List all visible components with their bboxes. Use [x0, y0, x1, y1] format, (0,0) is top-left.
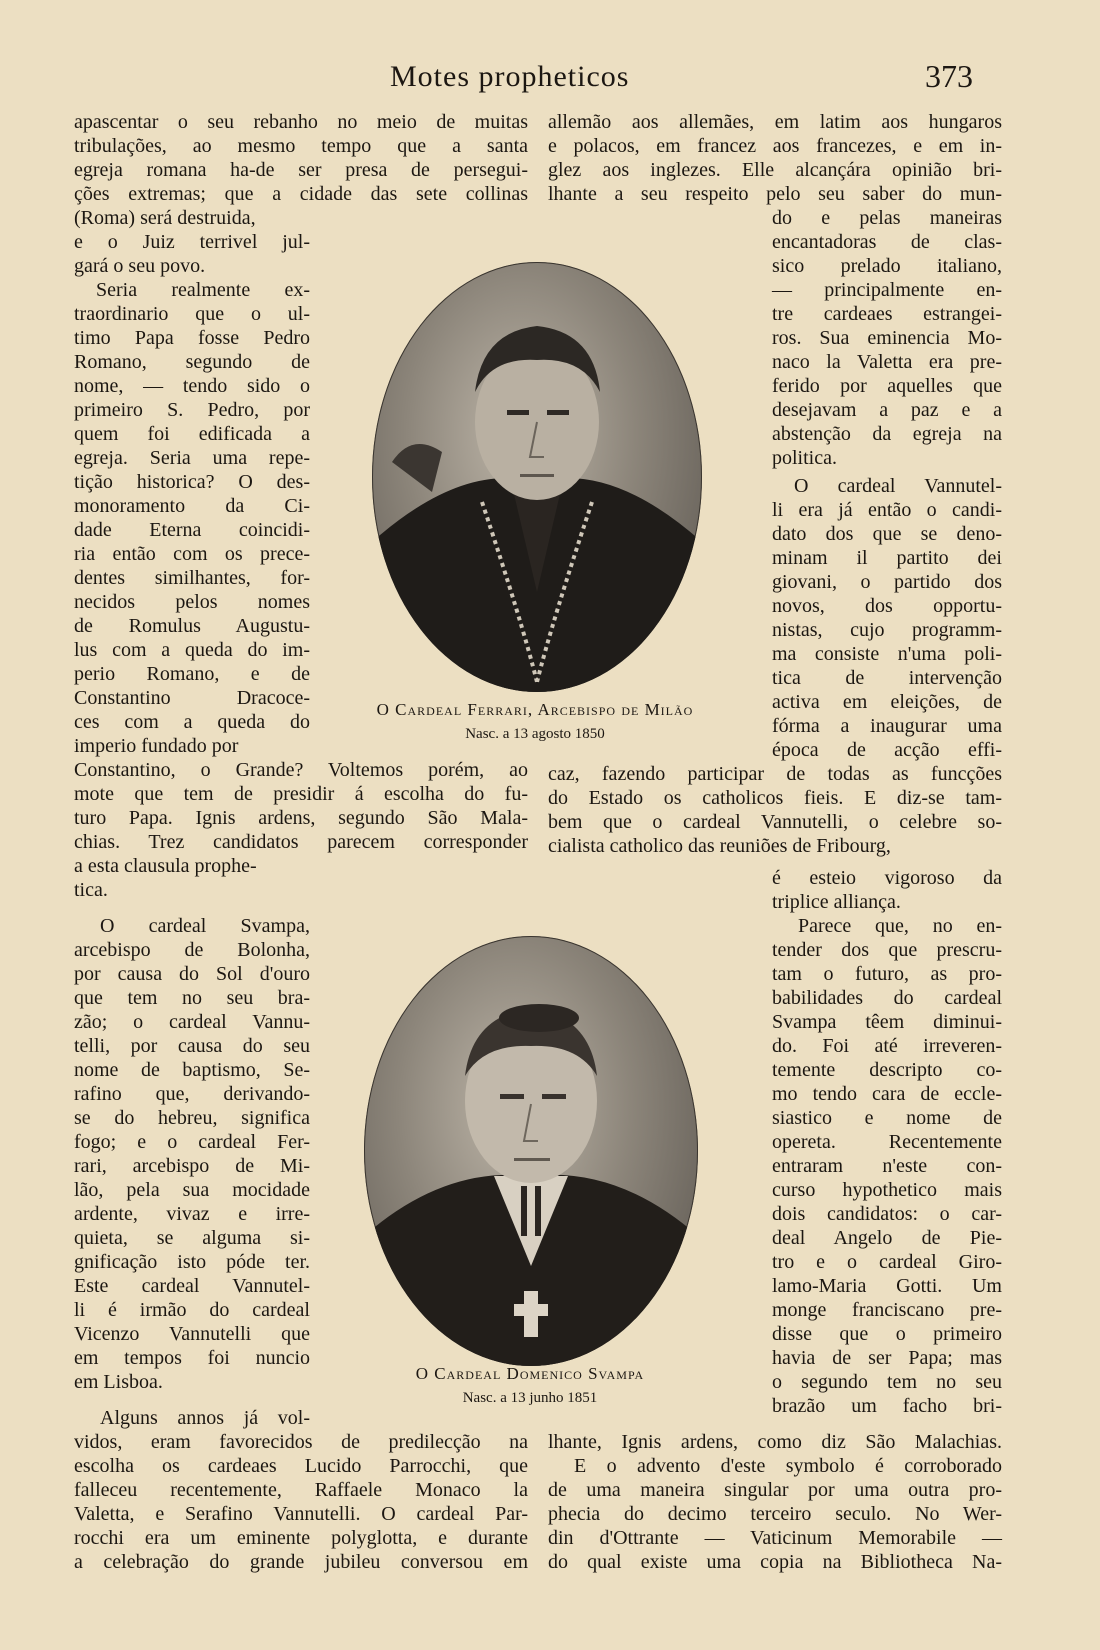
text-line: de uma maneira singular por uma outra pro-: [548, 1479, 1002, 1501]
text-line: zão; o cardeal Vannu-: [74, 1011, 310, 1033]
text-line: timo Papa fosse Pedro: [74, 327, 310, 349]
text-line: Este cardeal Vannutel-: [74, 1275, 310, 1297]
text-line: época de acção effi-: [772, 739, 1002, 761]
text-line: phecia do decimo terceiro seculo. No Wer-: [548, 1503, 1002, 1525]
text-line: curso hypothetico mais: [772, 1179, 1002, 1201]
text-line: de Romulus Augustu-: [74, 615, 310, 637]
text-line: e polacos, em francez aos francezes, e em in-: [548, 135, 1002, 157]
page-number: 373: [925, 58, 973, 94]
text-line: lamo-Maria Gotti. Um: [772, 1275, 1002, 1297]
text-line: primeiro S. Pedro, por: [74, 399, 310, 421]
text-line: do Estado os catholicos fieis. E diz-se tam-: [548, 787, 1002, 809]
text-line: a celebração do grande jubileu conversou em: [74, 1551, 528, 1573]
text-line: egreja. Seria uma repe-: [74, 447, 310, 469]
text-line: mote que tem de presidir á escolha do fu-: [74, 783, 528, 805]
text-line: novos, dos opportu-: [772, 595, 1002, 617]
text-line: Vicenzo Vannutelli que: [74, 1323, 310, 1345]
text-line: politica.: [772, 447, 837, 469]
text-line: lus com a queda do im-: [74, 639, 310, 661]
text-line: ma consiste n'uma poli-: [772, 643, 1002, 665]
text-line: tender dos que prescru-: [772, 939, 1002, 961]
text-line: tre cardeaes estrangei-: [772, 303, 1002, 325]
text-line: arcebispo de Bolonha,: [74, 939, 310, 961]
text-line: cialista catholico das reuniões de Fribourg,: [548, 835, 891, 857]
text-line: traordinario que o ul-: [74, 303, 310, 325]
text-line: ces com a queda do: [74, 711, 310, 733]
text-line: deal Angelo de Pie-: [772, 1227, 1002, 1249]
text-line: ardente, vivaz e irre-: [74, 1203, 310, 1225]
text-line: do e pelas maneiras: [772, 207, 1002, 229]
figure-birth-date: Nasc. a 13 agosto 1850: [465, 726, 605, 742]
text-line: egreja romana ha-de ser presa de persegui-: [74, 159, 528, 181]
text-line: encantadoras de clas-: [772, 231, 1002, 253]
page-title: Motes propheticos: [390, 60, 630, 93]
text-line: tam o futuro, as pro-: [772, 963, 1002, 985]
text-line: ria então com os prece-: [74, 543, 310, 565]
text-line: Constantino Dracoce-: [74, 687, 310, 709]
text-line: por causa do Sol d'ouro: [74, 963, 310, 985]
text-line: havia de ser Papa; mas: [772, 1347, 1002, 1369]
text-line: desejavam a paz e a: [772, 399, 1002, 421]
text-line: naco la Valetta era pre-: [772, 351, 1002, 373]
text-line: se do hebreu, significa: [74, 1107, 310, 1129]
portrait-svampa-engraving: [364, 936, 698, 1366]
text-line: gará o seu povo.: [74, 255, 206, 277]
text-line: glez aos inglezes. Elle alcançára opinião bri-: [548, 159, 1002, 181]
text-line: a esta clausula prophe-: [74, 855, 257, 877]
text-line: fórma a inaugurar uma: [772, 715, 1002, 737]
text-line: siastico e nome de: [772, 1107, 1002, 1129]
text-line: allemão aos allemães, em latim aos hungaros: [548, 111, 1002, 133]
text-line: em tempos foi nuncio: [74, 1347, 310, 1369]
text-line: e o Juiz terrivel jul-: [74, 231, 310, 253]
text-line: — principalmente en-: [772, 279, 1002, 301]
text-line: nistas, cujo programm-: [772, 619, 1002, 641]
text-line: ções extremas; que a cidade das sete collinas: [74, 183, 528, 205]
text-line: entraram n'este con-: [772, 1155, 1002, 1177]
text-line: Seria realmente ex-: [96, 279, 310, 301]
text-line: bem que o cardeal Vannutelli, o celebre so-: [548, 811, 1002, 833]
text-line: babilidades do cardeal: [772, 987, 1002, 1009]
text-line: tica.: [74, 879, 108, 901]
text-line: dato dos que se deno-: [772, 523, 1002, 545]
text-line: E o advento d'este symbolo é corroborado: [574, 1455, 1002, 1477]
text-line: apascentar o seu rebanho no meio de muitas: [74, 111, 528, 133]
portrait-svampa: [364, 936, 698, 1366]
text-line: disse que o primeiro: [772, 1323, 1002, 1345]
text-line: perio Romano, e de: [74, 663, 310, 685]
text-line: minam il partito dei: [772, 547, 1002, 569]
text-line: fogo; e o cardeal Fer-: [74, 1131, 310, 1153]
text-line: chias. Trez candidatos parecem corresponder: [74, 831, 528, 853]
text-line: falleceu recentemente, Raffaele Monaco la: [74, 1479, 528, 1501]
text-line: (Roma) será destruida,: [74, 207, 256, 229]
portrait-ferrari: [372, 262, 702, 692]
text-line: rari, arcebispo de Mi-: [74, 1155, 310, 1177]
text-line: caz, fazendo participar de todas as funcções: [548, 763, 1002, 785]
text-line: giovani, o partido dos: [772, 571, 1002, 593]
text-line: O cardeal Svampa,: [100, 915, 310, 937]
text-line: escolha os cardeaes Lucido Parrocchi, que: [74, 1455, 528, 1477]
text-line: tribulações, ao mesmo tempo que a santa: [74, 135, 528, 157]
text-line: Valetta, e Serafino Vannutelli. O cardeal Par-: [74, 1503, 528, 1525]
text-line: quieta, se alguma si-: [74, 1227, 310, 1249]
text-line: telli, por causa do seu: [74, 1035, 310, 1057]
text-line: necidos pelos nomes: [74, 591, 310, 613]
text-line: nome, — tendo sido o: [74, 375, 310, 397]
text-line: brazão um facho bri-: [772, 1395, 1002, 1417]
text-line: Alguns annos já vol-: [100, 1407, 310, 1429]
text-line: é esteio vigoroso da: [772, 867, 1002, 889]
text-line: nome de baptismo, Se-: [74, 1059, 310, 1081]
text-line: turo Papa. Ignis ardens, segundo São Mala-: [74, 807, 528, 829]
text-line: monge franciscano pre-: [772, 1299, 1002, 1321]
text-line: tro e o cardeal Giro-: [772, 1251, 1002, 1273]
text-line: opereta. Recentemente: [772, 1131, 1002, 1153]
text-line: rafino que, derivando-: [74, 1083, 310, 1105]
text-line: que tem no seu bra-: [74, 987, 310, 1009]
text-line: triplice alliança.: [772, 891, 901, 913]
text-line: quem foi edificada a: [74, 423, 310, 445]
text-line: dade Eterna coincidi-: [74, 519, 310, 541]
text-line: gnificação isto póde ter.: [74, 1251, 310, 1273]
portrait-ferrari-engraving: [372, 262, 702, 692]
figure-caption: O Cardeal Domenico Svampa: [415, 1364, 645, 1383]
text-line: temente descripto co-: [772, 1059, 1002, 1081]
text-line: li era já então o candi-: [772, 499, 1002, 521]
text-line: ferido por aquelles que: [772, 375, 1002, 397]
text-line: Svampa têem diminui-: [772, 1011, 1002, 1033]
text-line: tição historica? O des-: [74, 471, 310, 493]
text-line: do qual existe uma copia na Bibliotheca Na-: [548, 1551, 1002, 1573]
text-line: ros. Sua eminencia Mo-: [772, 327, 1002, 349]
text-line: Parece que, no en-: [798, 915, 1002, 937]
text-line: o segundo tem no seu: [772, 1371, 1002, 1393]
text-line: abstenção da egreja na: [772, 423, 1002, 445]
figure-caption: O Cardeal Ferrari, Arcebispo de Milão: [376, 700, 694, 719]
figure-birth-date: Nasc. a 13 junho 1851: [462, 1390, 598, 1406]
text-line: rocchi era um eminente polyglotta, e durante: [74, 1527, 528, 1549]
text-line: din d'Ottrante — Vaticinum Memorabile —: [548, 1527, 1002, 1549]
text-line: vidos, eram favorecidos de predilecção na: [74, 1431, 528, 1453]
text-line: lhante, Ignis ardens, como diz São Malachias.: [548, 1431, 1002, 1453]
text-line: imperio fundado por: [74, 735, 239, 757]
text-line: lão, pela sua mocidade: [74, 1179, 310, 1201]
text-line: tica de intervenção: [772, 667, 1002, 689]
text-line: do. Foi até irreveren-: [772, 1035, 1002, 1057]
text-line: dentes similhantes, for-: [74, 567, 310, 589]
text-line: monoramento da Ci-: [74, 495, 310, 517]
text-line: Constantino, o Grande? Voltemos porém, ao: [74, 759, 528, 781]
text-line: sico prelado italiano,: [772, 255, 1002, 277]
text-line: Romano, segundo de: [74, 351, 310, 373]
text-line: lhante a seu respeito pelo seu saber do mun-: [548, 183, 1002, 205]
text-line: O cardeal Vannutel-: [794, 475, 1002, 497]
text-line: activa em eleições, de: [772, 691, 1002, 713]
text-line: li é irmão do cardeal: [74, 1299, 310, 1321]
text-line: mo tendo cara de eccle-: [772, 1083, 1002, 1105]
text-line: em Lisboa.: [74, 1371, 163, 1393]
text-line: dois candidatos: o car-: [772, 1203, 1002, 1225]
